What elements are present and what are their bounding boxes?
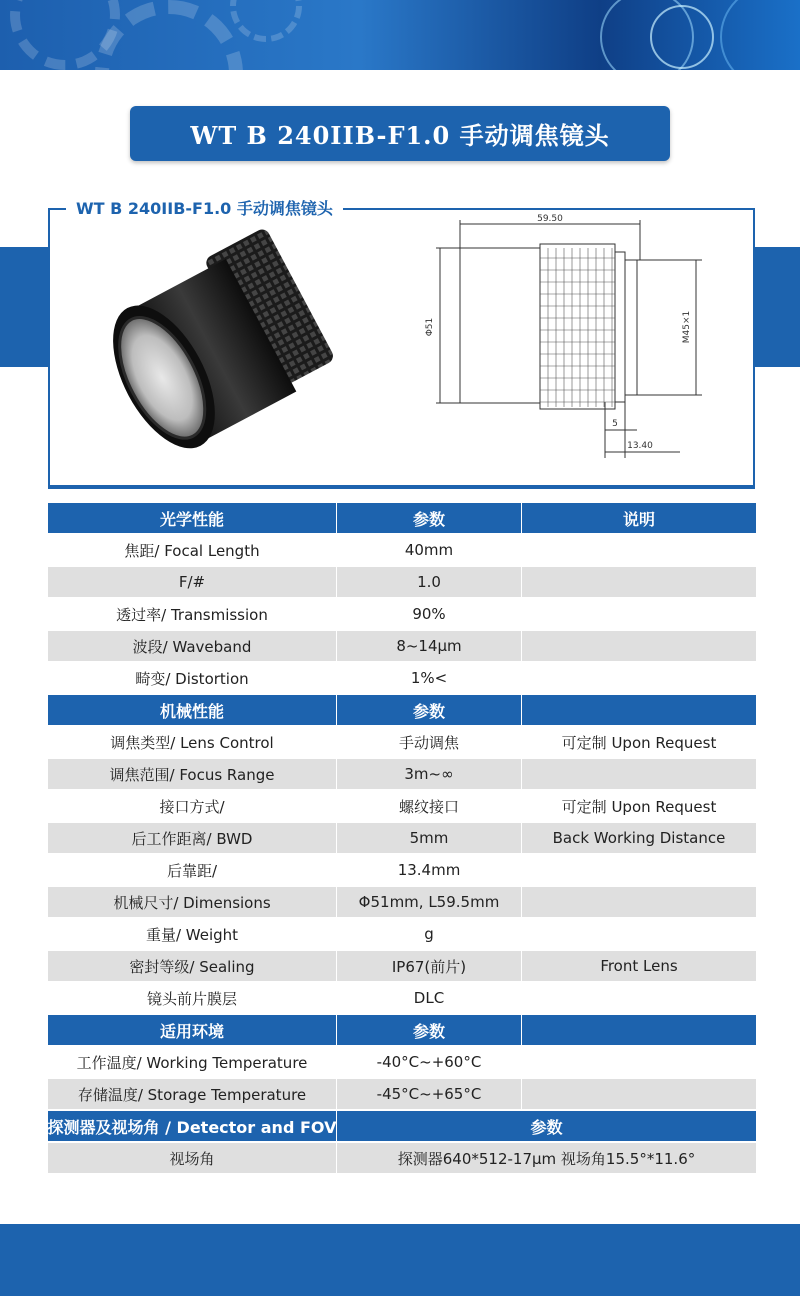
table-cell: 3m~∞ (337, 759, 521, 789)
table-cell: 13.4mm (337, 854, 521, 886)
table-cell: 机械尺寸/ Dimensions (48, 887, 336, 917)
header-cell (522, 695, 756, 725)
table-row (48, 886, 756, 918)
table-cell (522, 534, 756, 566)
table-row (48, 598, 756, 630)
table-row (48, 982, 756, 1014)
thread-dimension: M45×1 (682, 310, 692, 344)
header-cell: 探测器及视场角 / Detector and FOV (48, 1111, 336, 1141)
table-cell: Φ51mm, L59.5mm (337, 887, 521, 917)
diameter-dimension: Φ51 (425, 317, 435, 337)
table-cell: DLC (337, 982, 521, 1014)
table-cell (522, 662, 756, 694)
dimension-drawing (410, 212, 720, 462)
table-cell: Back Working Distance (522, 823, 756, 853)
spec-table (48, 502, 756, 1174)
table-header-row (48, 694, 756, 726)
table-cell: 手动调焦 (337, 726, 521, 758)
table-cell: 接口方式/ (48, 790, 336, 822)
table-cell: 5mm (337, 823, 521, 853)
table-cell: g (337, 918, 521, 950)
table-cell (522, 982, 756, 1014)
side-band-right (750, 247, 800, 367)
table-cell: 工作温度/ Working Temperature (48, 1046, 336, 1078)
table-cell: 密封等级/ Sealing (48, 951, 336, 981)
table-row (48, 854, 756, 886)
header-cell: 机械性能 (48, 695, 336, 725)
table-cell: 重量/ Weight (48, 918, 336, 950)
table-cell: 后工作距离/ BWD (48, 823, 336, 853)
page-title-box (130, 106, 670, 161)
header-cell: 参数 (337, 695, 521, 725)
header-cell: 参数 (337, 1015, 521, 1045)
header-cell: 说明 (522, 503, 756, 533)
table-cell (522, 759, 756, 789)
table-cell: 螺纹接口 (337, 790, 521, 822)
table-cell: 1%< (337, 662, 521, 694)
table-row (48, 662, 756, 694)
table-row (48, 758, 756, 790)
table-header-row (48, 1110, 756, 1142)
table-header-row (48, 502, 756, 534)
tech-ring-decoration (720, 0, 800, 70)
flange-dimension: 13.40 (627, 441, 653, 451)
table-cell (522, 854, 756, 886)
table-cell: 畸变/ Distortion (48, 662, 336, 694)
header-cell: 光学性能 (48, 503, 336, 533)
table-cell: 探测器640*512-17μm 视场角15.5°*11.6° (337, 1143, 756, 1173)
header-cell: 参数 (337, 503, 521, 533)
bwd-dimension: 5 (612, 419, 618, 429)
table-cell: 视场角 (48, 1143, 336, 1173)
table-cell (522, 918, 756, 950)
table-header-row (48, 1014, 756, 1046)
table-cell: 90% (337, 598, 521, 630)
header-cell (522, 1015, 756, 1045)
table-row (48, 790, 756, 822)
table-cell (522, 1079, 756, 1109)
table-cell: 镜头前片膜层 (48, 982, 336, 1014)
table-cell (522, 887, 756, 917)
table-cell: IP67(前片) (337, 951, 521, 981)
table-cell: 波段/ Waveband (48, 631, 336, 661)
header-cell: 参数 (337, 1111, 756, 1141)
lens-photo (100, 228, 360, 476)
length-dimension: 59.50 (537, 214, 563, 224)
tech-ring-decoration (650, 5, 714, 69)
table-cell: 1.0 (337, 567, 521, 597)
table-cell: 调焦范围/ Focus Range (48, 759, 336, 789)
table-cell: 8~14μm (337, 631, 521, 661)
footer-banner (0, 1224, 800, 1296)
header-cell: 适用环境 (48, 1015, 336, 1045)
table-cell: 可定制 Upon Request (522, 790, 756, 822)
header-banner (0, 0, 800, 70)
table-cell: 后靠距/ (48, 854, 336, 886)
table-cell: 透过率/ Transmission (48, 598, 336, 630)
table-cell (522, 631, 756, 661)
table-cell (522, 567, 756, 597)
section-label: WT B 240IIB-F1.0 手动调焦镜头 (66, 196, 343, 219)
table-cell: 存储温度/ Storage Temperature (48, 1079, 336, 1109)
table-cell: 40mm (337, 534, 521, 566)
table-cell: -45°C~+65°C (337, 1079, 521, 1109)
gear-icon (230, 0, 302, 42)
table-cell: -40°C~+60°C (337, 1046, 521, 1078)
table-row (48, 566, 756, 598)
table-row (48, 1046, 756, 1078)
table-row (48, 534, 756, 566)
table-cell: F/# (48, 567, 336, 597)
table-cell: Front Lens (522, 951, 756, 981)
table-row (48, 950, 756, 982)
table-cell (522, 598, 756, 630)
page-title: WT B 240IIB-F1.0 手动调焦镜头 (190, 121, 610, 150)
table-row (48, 630, 756, 662)
table-row (48, 918, 756, 950)
table-row (48, 1078, 756, 1110)
table-row (48, 822, 756, 854)
table-row (48, 1142, 756, 1174)
table-cell (522, 1046, 756, 1078)
table-row (48, 726, 756, 758)
table-cell: 可定制 Upon Request (522, 726, 756, 758)
table-cell: 调焦类型/ Lens Control (48, 726, 336, 758)
table-cell: 焦距/ Focal Length (48, 534, 336, 566)
